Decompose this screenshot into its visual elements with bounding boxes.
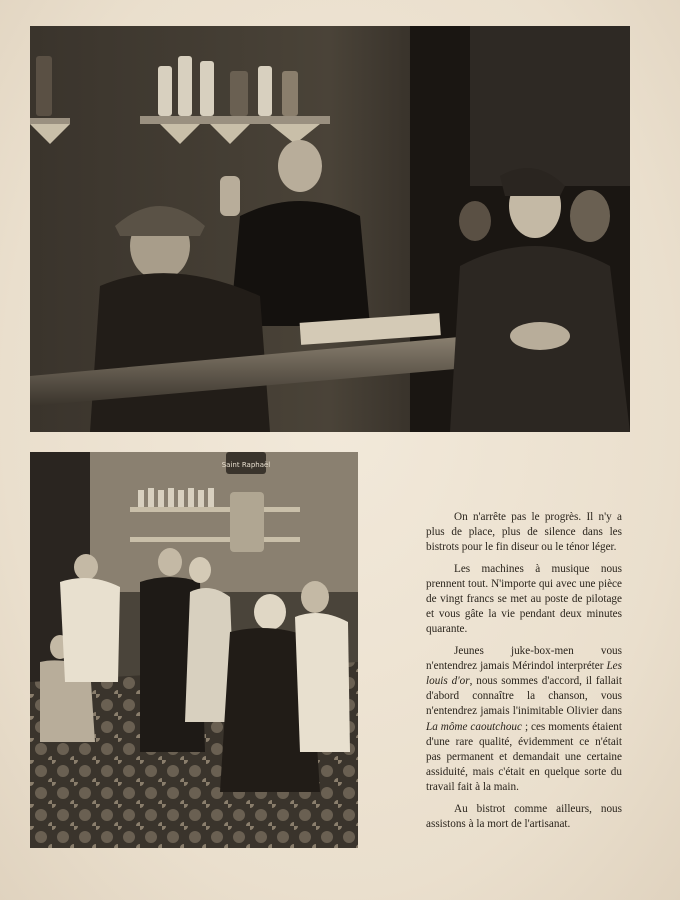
song-title-mome-caoutchouc: La môme caoutchouc	[426, 720, 522, 733]
wall-sign-text: Saint Raphaël	[221, 461, 271, 469]
paragraph-3-text-c: ; ces moments étaient d'une rare qualité, évidemment ce n'était pas permanent et demandait une certaine assiduité, mais c'était en quelque sorte du travail fait à la main.	[426, 720, 622, 794]
paragraph-4	[426, 802, 622, 832]
paragraph-3-text-a: Jeunes juke-box-men vous n'entendrez jamais Mérindol interpréter	[426, 644, 622, 672]
paragraph-3-text-b: , nous sommes d'accord, il fallait d'abord connaître la chanson, vous n'entendrez jamais l'inimitable Olivier dans	[426, 675, 622, 718]
paragraph-3	[426, 644, 622, 796]
paragraph-1	[426, 510, 622, 556]
paragraph-4-text: Au bistrot comme ailleurs, nous assistons à la mort de l'artisanat.	[426, 802, 622, 830]
paragraph-1-text: On n'arrête pas le progrès. Il n'y a plus de place, plus de silence dans les bistrots pour le fin diseur ou le ténor léger.	[426, 511, 622, 554]
bar-scene-illustration	[30, 26, 630, 432]
body-text-column	[426, 510, 622, 838]
dancing-bistro-photo	[30, 452, 358, 848]
bar-counter-photo	[30, 26, 630, 432]
paragraph-2	[426, 562, 622, 638]
paragraph-2-text: Les machines à musique nous prennent tout. N'importe qui avec une pièce de vingt francs se met au poste de pilotage et vous gâte la vie pendant deux minutes quarante.	[426, 562, 622, 636]
song-title-louis-dor: Les louis d'or	[426, 659, 622, 688]
shelf-top	[140, 116, 330, 124]
dance-scene-illustration	[30, 452, 358, 848]
